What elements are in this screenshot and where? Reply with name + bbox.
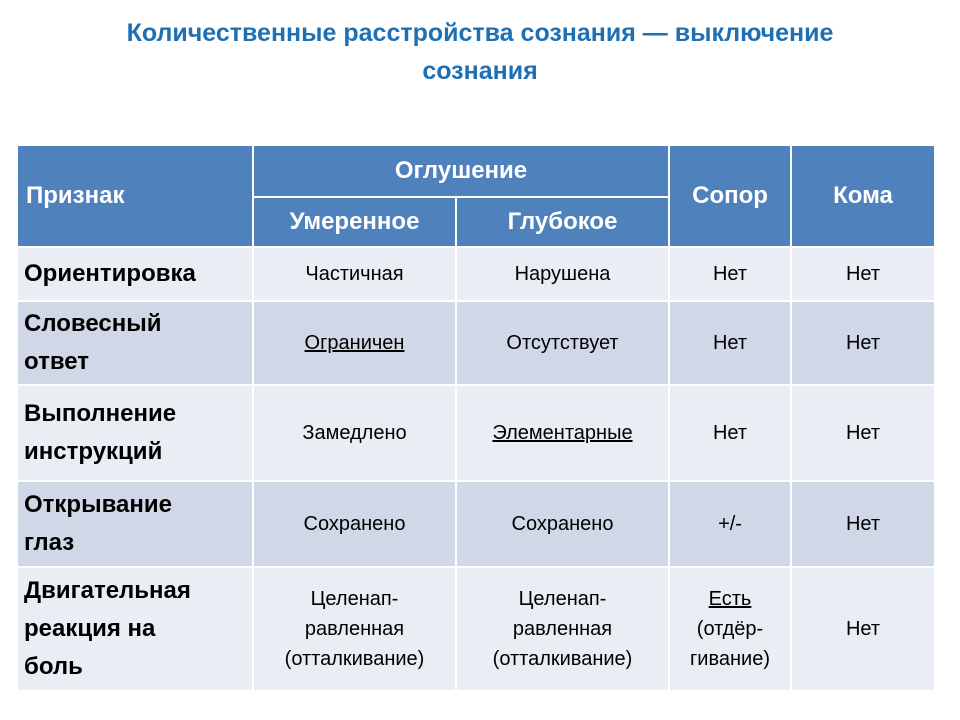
cell-moderate [253, 385, 456, 481]
cell-sopor [669, 481, 791, 567]
cell-line: Нет [845, 332, 881, 354]
row-sign-line: Двигательная [24, 577, 191, 604]
header-sign: Признак [17, 145, 253, 247]
cell-moderate [253, 481, 456, 567]
header-sopor: Сопор [669, 145, 791, 247]
row-sign-instructions [17, 385, 253, 481]
cell-line: Нет [845, 513, 881, 535]
cell-coma [791, 567, 935, 691]
cell-line: гивание) [690, 648, 771, 670]
header-stunning: Оглушение [253, 145, 669, 197]
row-sign-verbal-response [17, 301, 253, 385]
cell-line: равленная [512, 618, 613, 640]
slide-title [60, 14, 900, 90]
cell-line: Нарушена [514, 263, 611, 285]
cell-deep [456, 247, 669, 301]
cell-line: Есть [708, 588, 752, 610]
cell-line: +/- [718, 513, 742, 535]
cell-deep [456, 567, 669, 691]
consciousness-table [16, 144, 936, 692]
row-sign-line: Выполнение [24, 400, 177, 427]
cell-line: Целенап- [518, 588, 607, 610]
cell-line: равленная [304, 618, 405, 640]
row-sign-motor-response [17, 567, 253, 691]
cell-sopor [669, 385, 791, 481]
row-sign-eye-opening [17, 481, 253, 567]
row-sign-orientation [17, 247, 253, 301]
title-line-1: Количественные расстройства сознания — выключение [126, 19, 834, 47]
cell-line: Нет [845, 263, 881, 285]
row-sign-line: Словесный [24, 310, 162, 337]
cell-coma [791, 247, 935, 301]
row-sign-line: глаз [24, 529, 75, 556]
cell-line: Ограничен [304, 332, 405, 354]
cell-sopor [669, 247, 791, 301]
cell-line: Частичная [305, 263, 404, 285]
cell-line: Замедлено [302, 422, 407, 444]
header-coma: Кома [791, 145, 935, 247]
cell-line: Целенап- [310, 588, 399, 610]
cell-line: (отдёр- [696, 618, 764, 640]
cell-line: Нет [712, 263, 748, 285]
cell-line: Сохранено [303, 513, 406, 535]
cell-line: Отсутствует [506, 332, 619, 354]
title-line-2: сознания [422, 57, 538, 85]
header-deep: Глубокое [456, 197, 669, 247]
table-row [17, 385, 935, 481]
header-moderate: Умеренное [253, 197, 456, 247]
cell-line: Элементарные [492, 422, 633, 444]
cell-line: (отталкивание) [284, 648, 425, 670]
cell-coma [791, 481, 935, 567]
cell-sopor [669, 301, 791, 385]
cell-line: Нет [712, 332, 748, 354]
cell-line: Нет [845, 422, 881, 444]
cell-line: Нет [712, 422, 748, 444]
row-sign-line: Открывание [24, 491, 172, 518]
table-row [17, 481, 935, 567]
cell-line: Нет [845, 618, 881, 640]
cell-deep [456, 481, 669, 567]
row-sign-line: инструкций [24, 438, 163, 465]
cell-moderate [253, 247, 456, 301]
cell-moderate [253, 567, 456, 691]
cell-coma [791, 385, 935, 481]
row-sign-line: боль [24, 653, 83, 680]
table-row [17, 567, 935, 691]
row-sign-line: Ориентировка [24, 260, 196, 287]
cell-line: (отталкивание) [492, 648, 633, 670]
cell-moderate [253, 301, 456, 385]
cell-sopor [669, 567, 791, 691]
cell-deep [456, 301, 669, 385]
row-sign-line: реакция на [24, 615, 156, 642]
cell-line: Сохранено [511, 513, 614, 535]
cell-deep [456, 385, 669, 481]
table-row [17, 247, 935, 301]
cell-coma [791, 301, 935, 385]
row-sign-line: ответ [24, 348, 90, 375]
table-row [17, 301, 935, 385]
